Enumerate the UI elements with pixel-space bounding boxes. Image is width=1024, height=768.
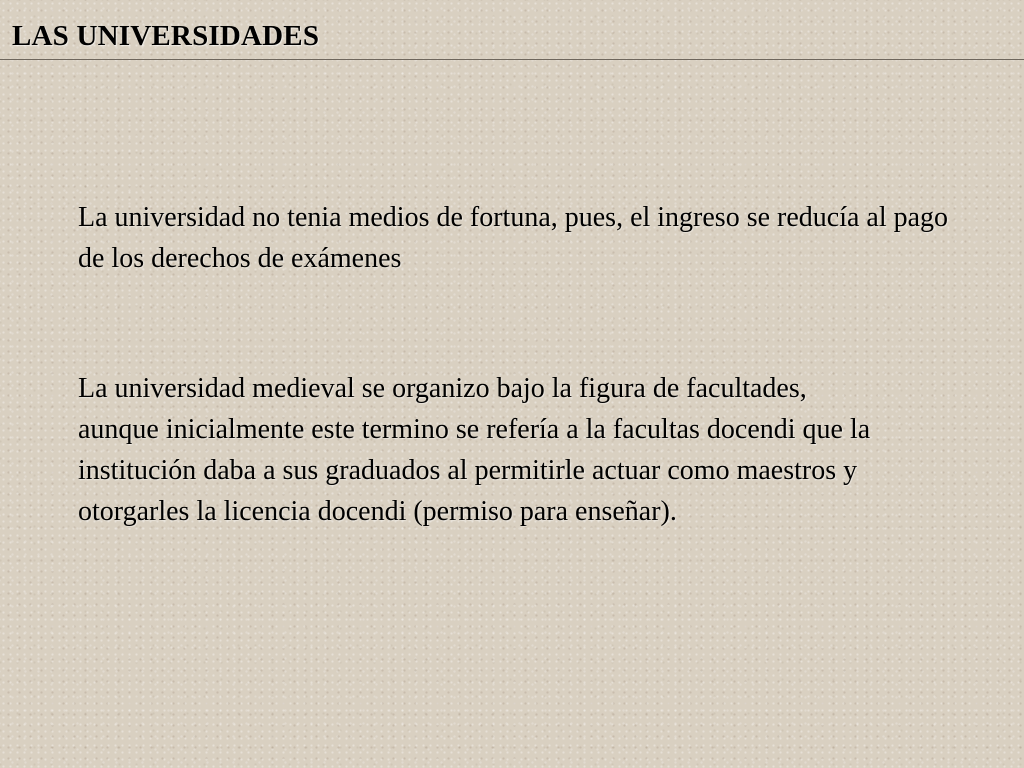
- paragraph-income: La universidad no tenia medios de fortuna, pues, el ingreso se reducía al pago de los derechos de exámenes: [78, 202, 949, 274]
- paragraph-faculties: La universidad medieval se organizo bajo la figura de facultades, aunque inicialmente este termino se refería a la facultas docendi que la institución daba a sus graduados al permitirle actuar como maestros y otorgarles la licencia docendi (permiso para enseñar).: [78, 373, 871, 527]
- title-divider: [0, 59, 1024, 60]
- slide-title: LAS UNIVERSIDADES: [12, 20, 320, 52]
